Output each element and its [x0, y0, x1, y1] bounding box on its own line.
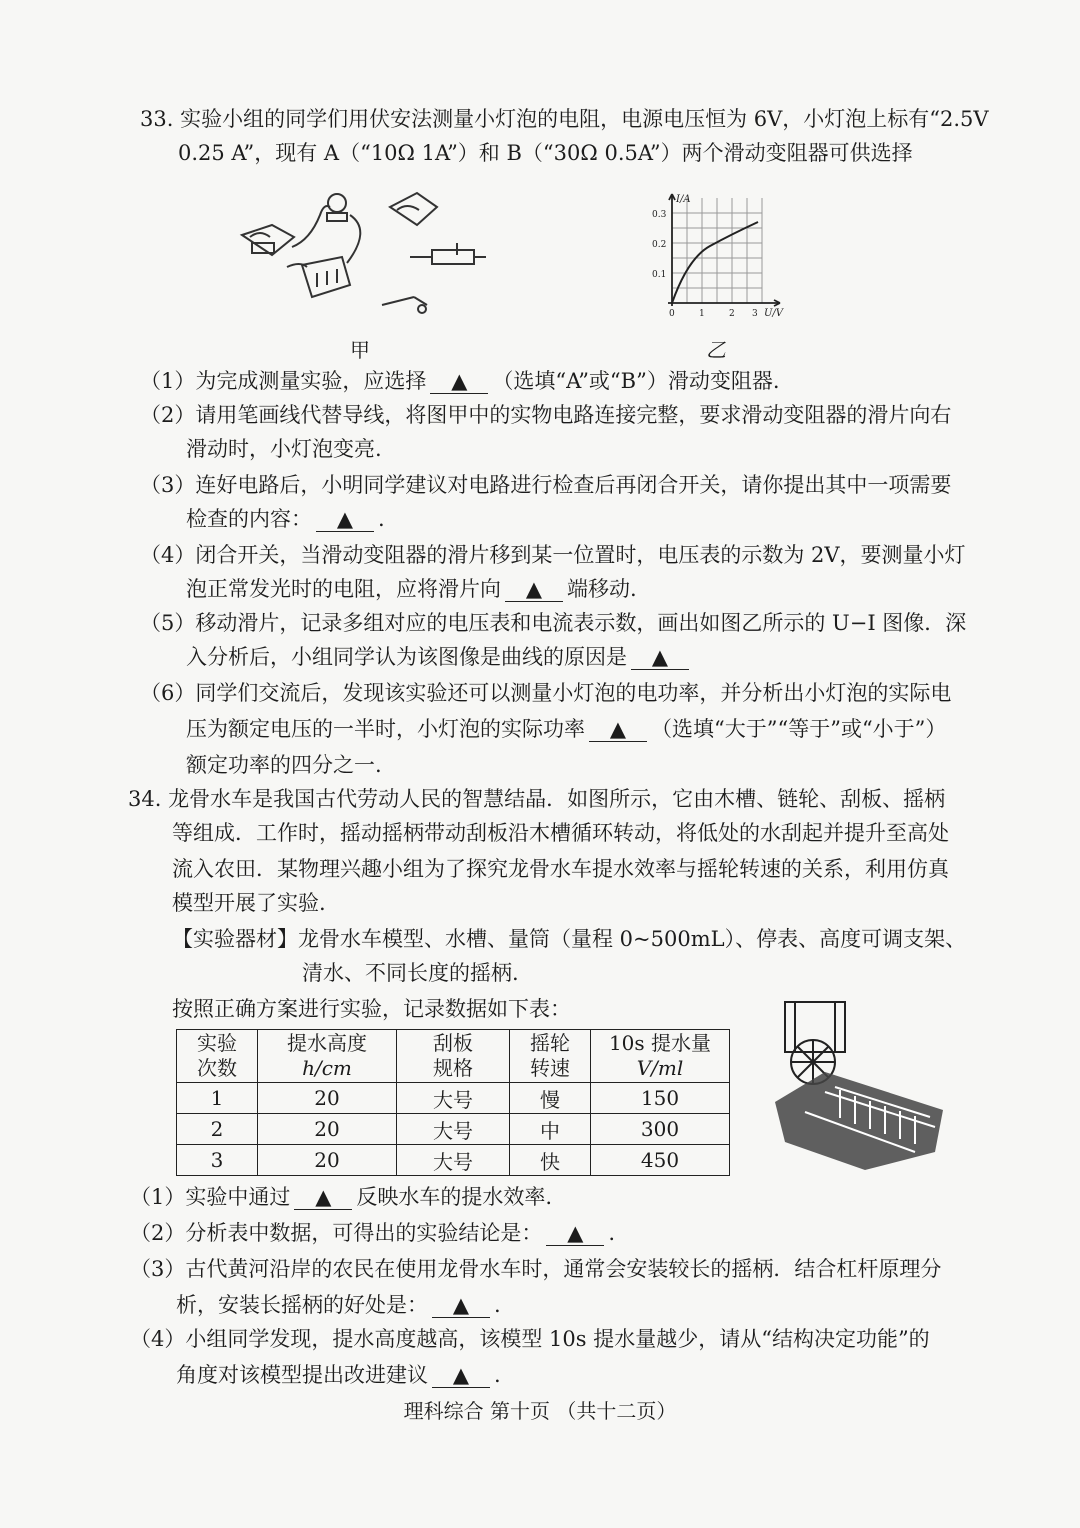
header-cell: 摇轮 转速: [510, 1030, 591, 1083]
q33-p2-line1: （2）请用笔画线代替导线，将图甲中的实物电路连接完整，要求滑动变阻器的滑片向右: [140, 403, 952, 427]
answer-blank[interactable]: ▲: [294, 1185, 352, 1210]
ui-curve: [672, 222, 758, 303]
x-tick-3: 3: [752, 309, 758, 319]
q33-p6-line1: （6）同学们交流后，发现该实验还可以测量小灯泡的电功率，并分析出小灯泡的实际电: [140, 681, 952, 705]
results-table: [176, 1029, 730, 1176]
figure-yi-label: 乙: [706, 338, 726, 362]
answer-blank[interactable]: ▲: [631, 645, 689, 670]
x-axis-label: U/V: [764, 308, 784, 319]
q34-intro-line1: 34. 龙骨水车是我国古代劳动人民的智慧结晶．如图所示，它由木槽、链轮、刮板、摇柄: [128, 787, 946, 811]
header-cell: 提水高度 h/cm: [258, 1030, 397, 1083]
q34-s4-line1: （4）小组同学发现，提水高度越高，该模型 10s 提水量越少，请从“结构决定功能”的: [130, 1327, 930, 1351]
ammeter-icon: [242, 225, 294, 255]
q34-intro-line3: 流入农田．某物理兴趣小组为了探究龙骨水车提水效率与摇轮转速的关系，利用仿真: [172, 857, 949, 881]
answer-blank[interactable]: ▲: [432, 1363, 490, 1388]
table-row: 3 20 大号 快 450: [177, 1145, 730, 1176]
x-tick-1: 1: [699, 309, 705, 319]
q34-s3-line2: 析，安装长摇柄的好处是： ▲ .: [176, 1293, 501, 1317]
q34-s2: （2）分析表中数据，可得出的实验结论是： ▲ .: [130, 1221, 616, 1245]
q34-intro-line4: 模型开展了实验.: [172, 891, 326, 915]
page-footer: 理科综合 第十页 （共十二页）: [403, 1399, 677, 1423]
q33-p4-line2: 泡正常发光时的电阻，应将滑片向 ▲ 端移动.: [186, 577, 637, 601]
q34-materials-line2: 清水、不同长度的摇柄.: [302, 961, 519, 985]
q34-s4-line2: 角度对该模型提出改进建议 ▲ .: [176, 1363, 501, 1387]
header-cell: 10s 提水量 V/ml: [591, 1030, 730, 1083]
q34-table-intro: 按照正确方案进行实验，记录数据如下表：: [172, 997, 571, 1021]
answer-blank[interactable]: ▲: [316, 507, 374, 532]
dragon-bone-waterwheel-illustration: [765, 992, 950, 1180]
q33-p6-line2: 压为额定电压的一半时，小灯泡的实际功率 ▲ （选填“大于”“等于”或“小于”）: [186, 717, 947, 741]
x-tick-2: 2: [729, 309, 735, 319]
q34-s1: （1）实验中通过 ▲ 反映水车的提水效率.: [130, 1185, 553, 1209]
header-cell: 实验 次数: [177, 1030, 258, 1083]
y-tick-3: 0.3: [652, 210, 667, 220]
q33-header-line1: 33. 实验小组的同学们用伏安法测量小灯泡的电阻，电源电压恒为 6V，小灯泡上标有“2.5V: [140, 107, 989, 131]
battery-icon: [302, 257, 350, 297]
q33-header-line2: 0.25 A”，现有 A（“10Ω 1A”）和 B（“30Ω 0.5A”）两个滑动变阻器可供选择: [178, 141, 913, 165]
answer-blank[interactable]: ▲: [589, 717, 647, 742]
q33-p4-line1: （4）闭合开关，当滑动变阻器的滑片移到某一位置时，电压表的示数为 2V，要测量小灯: [140, 543, 966, 567]
rheostat-icon: [410, 243, 486, 264]
q33-p3-line1: （3）连好电路后，小明同学建议对电路进行检查后再闭合开关，请你提出其中一项需要: [140, 473, 952, 497]
y-axis-label: I/A: [676, 194, 691, 205]
circuit-figure-jia: [232, 185, 502, 335]
q33-p5-line1: （5）移动滑片，记录多组对应的电压表和电流表示数，画出如图乙所示的 U−I 图像．深: [140, 611, 967, 635]
switch-icon: [382, 297, 427, 313]
q33-p1: （1）为完成测量实验，应选择 ▲ （选填“A”或“B”）滑动变阻器.: [140, 369, 780, 393]
q33-p6-line3: 额定功率的四分之一.: [186, 753, 382, 777]
header-cell: 刮板 规格: [397, 1030, 510, 1083]
q33-p3-line2: 检查的内容： ▲ .: [186, 507, 385, 531]
x-tick-0: 0: [669, 309, 675, 319]
y-tick-2: 0.2: [652, 240, 667, 250]
answer-blank[interactable]: ▲: [505, 577, 563, 602]
table-header-row: [177, 1030, 730, 1083]
voltmeter-icon: [390, 193, 437, 225]
q34-materials-line1: 【实验器材】龙骨水车模型、水槽、量筒（量程 0~500mL）、停表、高度可调支架、: [172, 927, 967, 951]
table-row: 1 20 大号 慢 150: [177, 1083, 730, 1114]
q34-s3-line1: （3）古代黄河沿岸的农民在使用龙骨水车时，通常会安装较长的摇柄．结合杠杆原理分: [130, 1257, 942, 1281]
q34-intro-line2: 等组成．工作时，摇动摇柄带动刮板沿木槽循环转动，将低处的水刮起并提升至高处: [172, 821, 949, 845]
answer-blank[interactable]: ▲: [430, 369, 488, 394]
q33-p2-line2: 滑动时，小灯泡变亮.: [186, 437, 382, 461]
answer-blank[interactable]: ▲: [432, 1293, 490, 1318]
table-row: 2 20 大号 中 300: [177, 1114, 730, 1145]
ui-graph-yi: [640, 188, 800, 323]
y-tick-1: 0.1: [652, 270, 667, 280]
q33-p5-line2: 入分析后，小组同学认为该图像是曲线的原因是 ▲: [186, 642, 693, 672]
figure-jia-label: 甲: [350, 338, 370, 362]
answer-blank[interactable]: ▲: [546, 1221, 604, 1246]
bulb-icon: [327, 194, 347, 221]
